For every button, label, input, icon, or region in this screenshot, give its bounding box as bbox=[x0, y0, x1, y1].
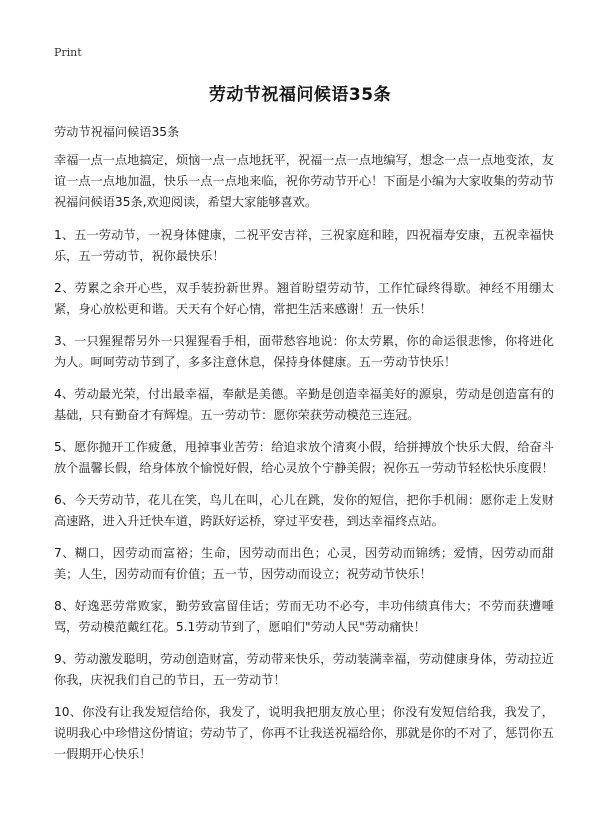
greeting-item-3: 3、一只猩猩帮另外一只猩猩看手相，面带愁容地说：你太劳累，你的命运很悲惨，你将进化为人。呵呵劳动节到了，多多注意休息，保持身体健康。五一劳动节快乐！ bbox=[54, 334, 554, 369]
greeting-item-7: 7、糊口，因劳动而富裕；生命，因劳动而出色；心灵，因劳动而锦绣；爱情，因劳动而甜美；人生，因劳动而有价值；五一节，因劳动而设立；祝劳动节快乐！ bbox=[54, 546, 554, 581]
greeting-item-6: 6、今天劳动节，花儿在笑，鸟儿在叫，心儿在跳，发你的短信，把你手机闹：愿你走上发财高速路，进入升迁快车道，跨跃好运桥，穿过平安巷，到达幸福终点站。 bbox=[54, 493, 554, 528]
greeting-item-8: 8、好逸恶劳常败家，勤劳致富留佳话；劳而无功不必夸，丰功伟绩真伟大；不劳而获遭唾骂，劳动模范戴红花。5.1劳动节到了，愿咱们"劳动人民"劳动痛快！ bbox=[54, 599, 554, 634]
greeting-item-4: 4、劳动最光荣，付出最幸福，奉献是美德。辛勤是创造幸福美好的源泉，劳动是创造富有的基础，只有勤奋才有辉煌。五一劳动节：愿你荣获劳动模范三连冠。 bbox=[54, 387, 554, 422]
greeting-item-5: 5、愿你抛开工作疲惫，甩掉事业苦劳：给追求放个清爽小假，给拼搏放个快乐大假，给奋斗放个温馨长假，给身体放个愉悦好假，给心灵放个宁静美假；祝你五一劳动节轻松快乐度假！ bbox=[54, 440, 554, 475]
greeting-item-2: 2、劳累之余开心些，双手装扮新世界。翘首盼望劳动节，工作忙碌终得歇。神经不用绷太紧，身心放松更和谐。天天有个好心情，常把生活来感谢！五一快乐！ bbox=[54, 281, 554, 316]
greeting-item-1: 1、五一劳动节，一祝身体健康，二祝平安吉祥，三祝家庭和睦，四祝福寿安康，五祝幸福快乐，五一劳动节，祝你最快乐！ bbox=[54, 228, 554, 263]
article-body bbox=[54, 122, 554, 776]
page-title: 劳动节祝福问候语35条 bbox=[208, 85, 392, 105]
greeting-item-9: 9、劳动激发聪明，劳动创造财富，劳动带来快乐，劳动装满幸福，劳动健康身体，劳动拉近你我，庆祝我们自己的节日，五一劳动节！ bbox=[54, 652, 554, 687]
article-subtitle: 劳动节祝福问候语35条 bbox=[54, 125, 180, 139]
print-link[interactable]: Print bbox=[54, 46, 82, 59]
intro-paragraph: 幸福一点一点地搞定，烦恼一点一点地抚平，祝福一点一点地编写，想念一点一点地变浓，友谊一点一点地加温，快乐一点一点地来临，祝你劳动节开心！下面是小编为大家收集的劳动节祝福问候语35条,欢迎阅读，希望大家能够喜欢。 bbox=[54, 153, 554, 209]
greeting-item-10: 10、你没有让我发短信给你，我发了，说明我把朋友放心里；你没有发短信给我，我发了，说明我心中珍惜这份情谊；劳动节了，你再不让我送祝福给你，那就是你的不对了，惩罚你五一假期开心快乐！ bbox=[54, 705, 554, 761]
